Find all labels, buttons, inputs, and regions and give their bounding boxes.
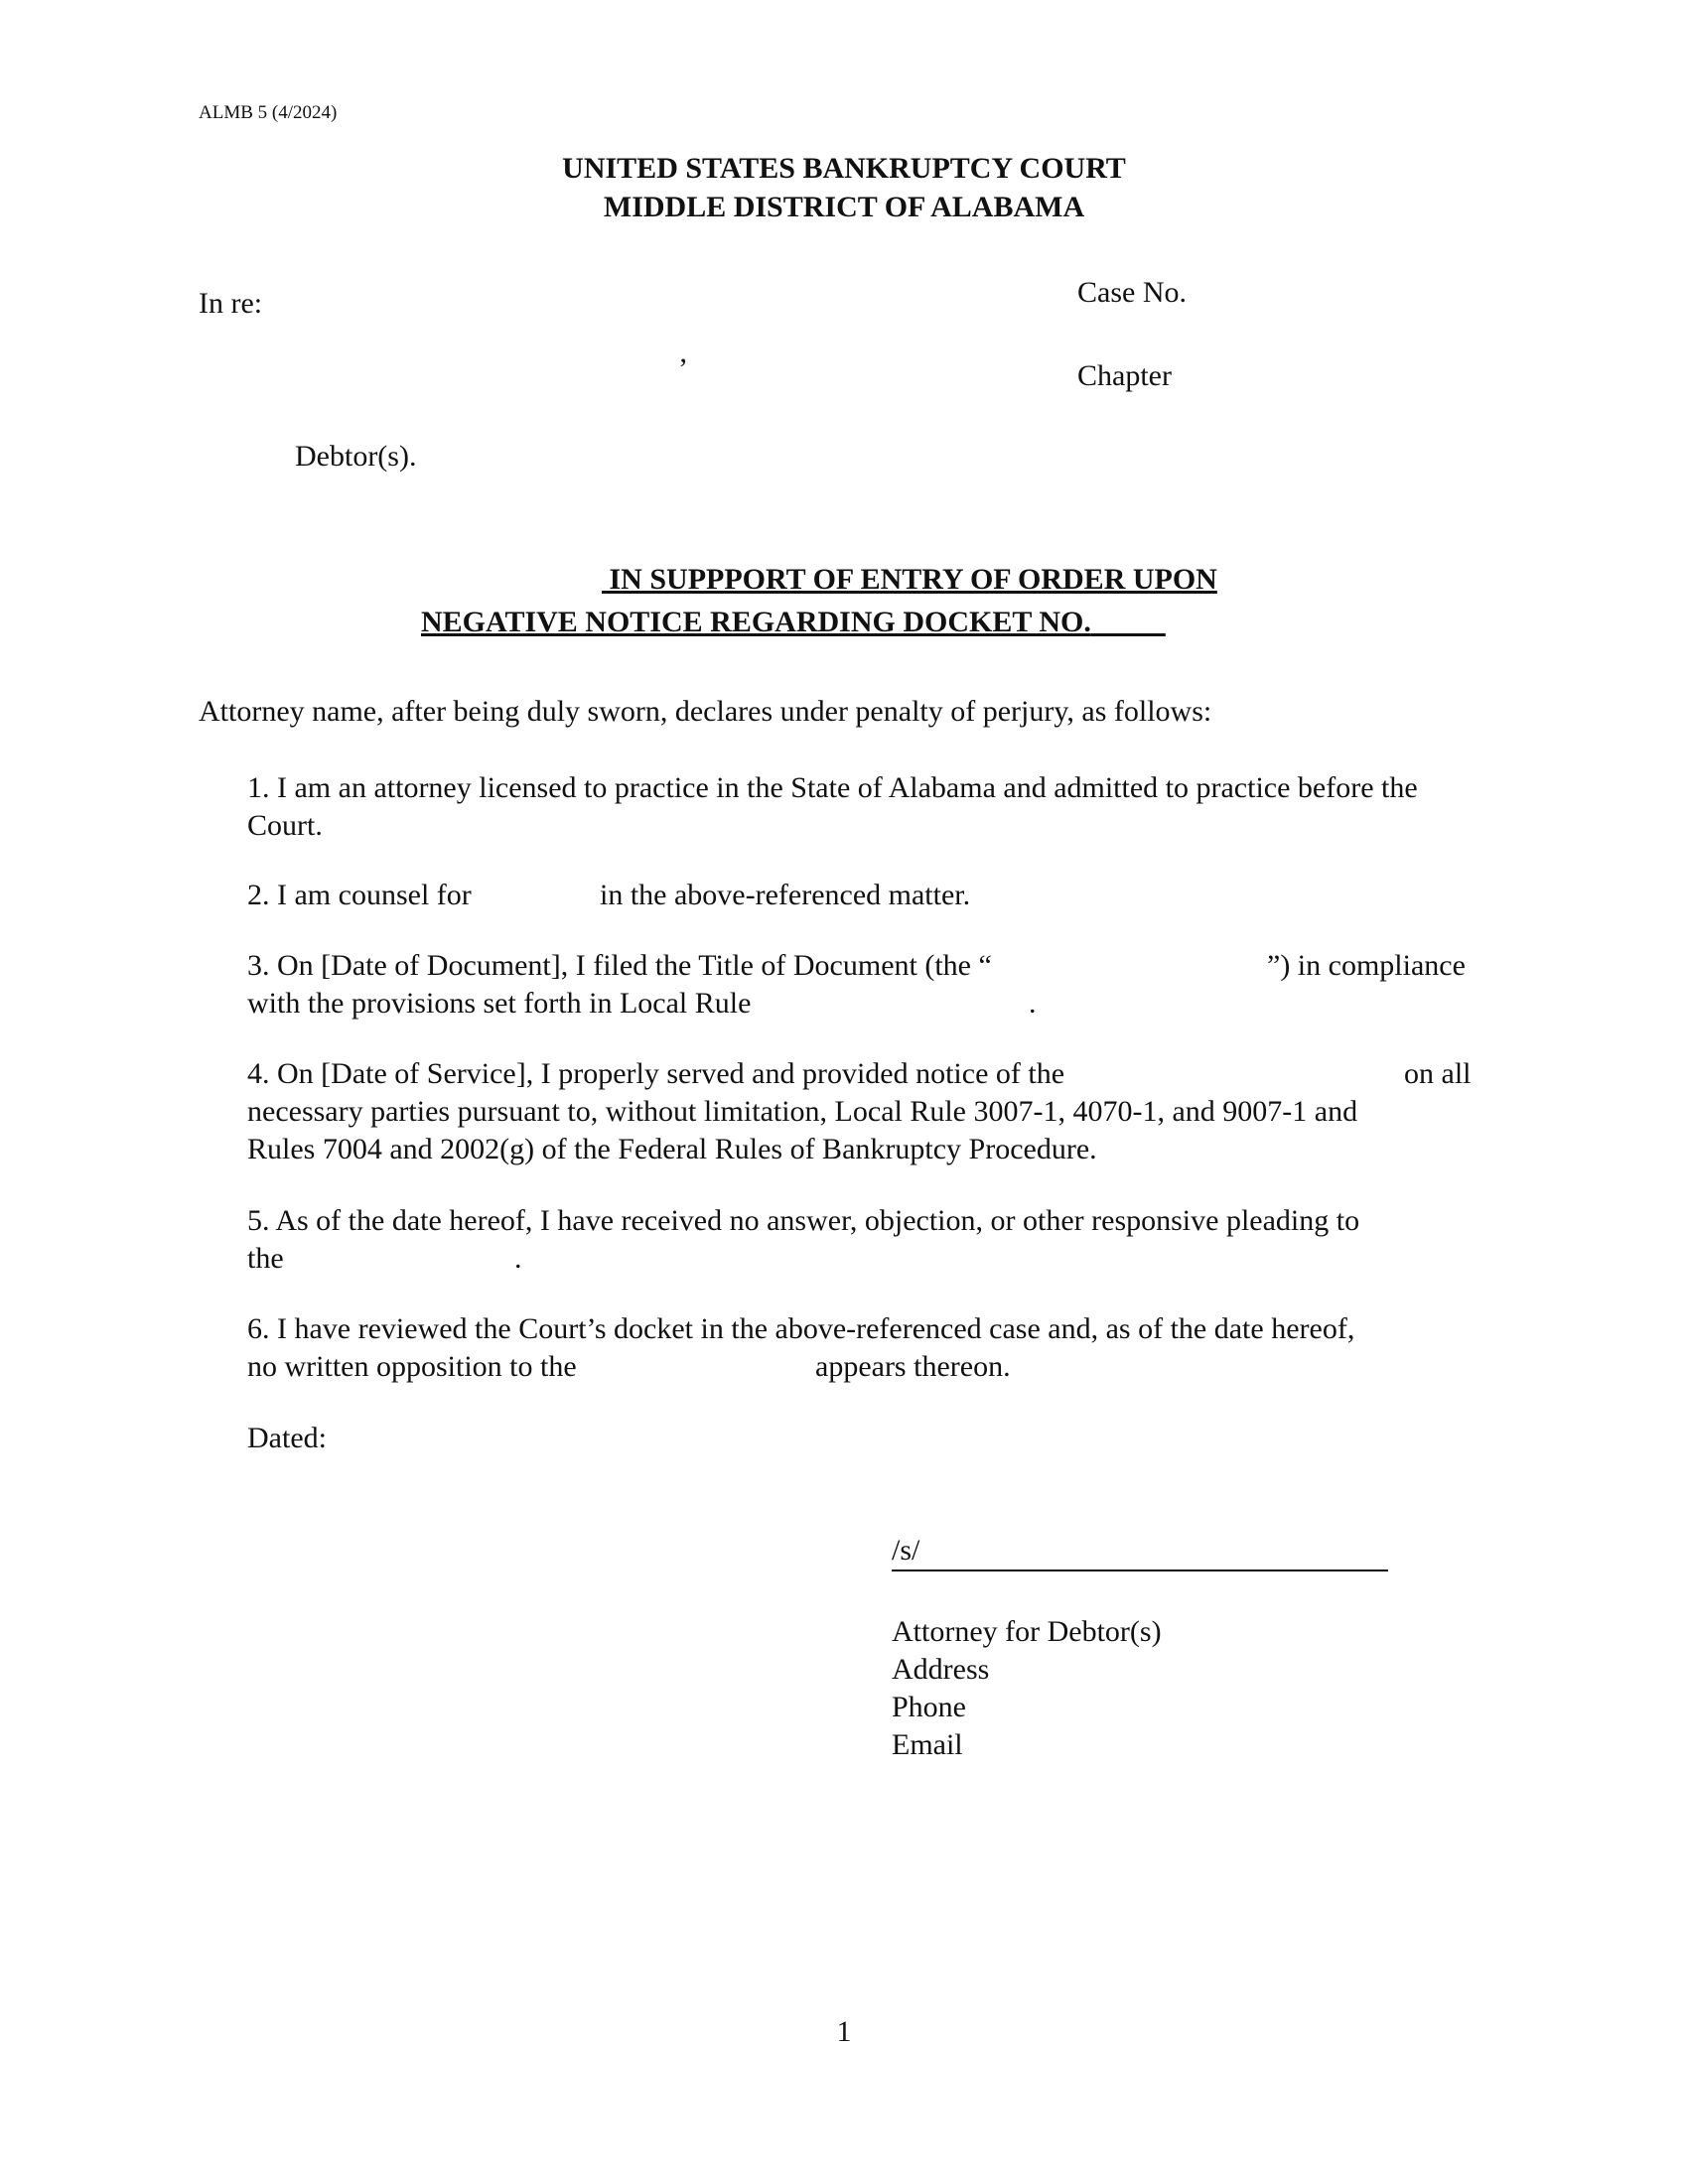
chapter-label: Chapter	[1077, 359, 1172, 392]
attorney-email: Email	[892, 1728, 963, 1761]
document-title-line2: NEGATIVE NOTICE REGARDING DOCKET NO.	[421, 606, 1091, 638]
paragraph-6-line2-start: no written opposition to the	[247, 1350, 577, 1383]
paragraph-2-start: 2. I am counsel for	[247, 879, 472, 911]
case-no-label: Case No.	[1077, 276, 1187, 309]
dated-label: Dated:	[247, 1422, 327, 1454]
court-district: MIDDLE DISTRICT OF ALABAMA	[603, 191, 1085, 223]
paragraph-2-end: in the above-referenced matter.	[600, 879, 971, 911]
paragraph-6-line2-end: appears thereon.	[815, 1350, 1011, 1383]
paragraph-4-line1-end: on all	[1404, 1057, 1472, 1090]
signature-prefix: /s/	[892, 1534, 920, 1567]
attorney-role: Attorney for Debtor(s)	[892, 1615, 1162, 1648]
paragraph-5-line2: the	[247, 1242, 284, 1275]
paragraph-5-line1: 5. As of the date hereof, I have received no answer, objection, or other responsive pleading to	[247, 1204, 1360, 1237]
paragraph-4-line2: necessary parties pursuant to, without limitation, Local Rule 3007-1, 4070-1, and 9007-1 and	[247, 1095, 1358, 1128]
paragraph-6-line1: 6. I have reviewed the Court’s docket in the above-referenced case and, as of the date hereof,	[247, 1312, 1355, 1345]
document-title-line1: IN SUPPPORT OF ENTRY OF ORDER UPON	[609, 563, 1217, 596]
paragraph-3-period: .	[1029, 987, 1037, 1020]
intro-statement: Attorney name, after being duly sworn, declares under penalty of perjury, as follows:	[199, 695, 1212, 728]
paragraph-5-period: .	[514, 1242, 522, 1275]
caption-comma: ’	[678, 352, 688, 385]
in-re-label: In re:	[199, 287, 263, 320]
paragraph-4-line1-start: 4. On [Date of Service], I properly served and provided notice of the	[247, 1057, 1065, 1090]
signature-block	[892, 1613, 1162, 1764]
signature-line	[892, 1534, 1388, 1571]
form-id: ALMB 5 (4/2024)	[199, 102, 338, 123]
paragraph-1: 1. I am an attorney licensed to practice in the State of Alabama and admitted to practice before the Court.	[247, 771, 1418, 842]
paragraph-3-line1-start: 3. On [Date of Document], I filed the Title of Document (the “	[247, 949, 992, 982]
paragraph-4-line3: Rules 7004 and 2002(g) of the Federal Rules of Bankruptcy Procedure.	[247, 1133, 1097, 1165]
debtors-label: Debtor(s).	[295, 440, 417, 473]
attorney-address: Address	[892, 1653, 990, 1686]
paragraph-3-line1-end: ”) in compliance	[1267, 949, 1466, 982]
attorney-phone: Phone	[892, 1691, 966, 1723]
court-name: UNITED STATES BANKRUPTCY COURT	[562, 152, 1126, 185]
paragraph-3-line2: with the provisions set forth in Local Rule	[247, 987, 752, 1020]
page-number: 1	[836, 2015, 852, 2048]
